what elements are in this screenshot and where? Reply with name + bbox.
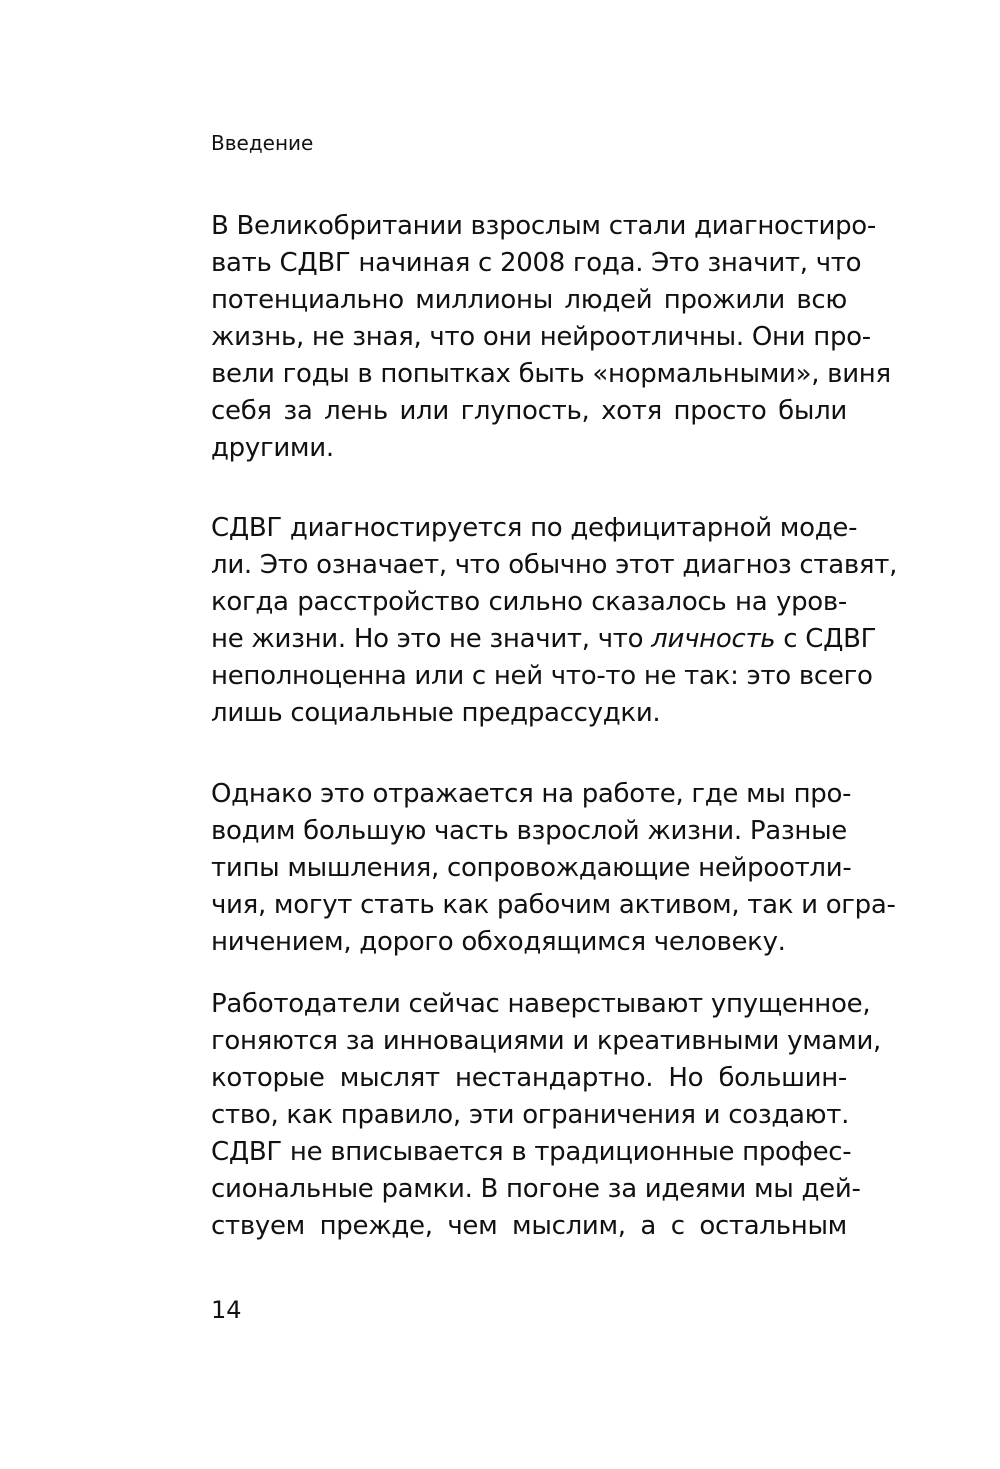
text-line: СДВГ диагностируется по дефицитарной моде-	[211, 513, 858, 543]
paragraph-3	[211, 776, 896, 961]
text-line: Работодатели сейчас наверстывают упущенное,	[211, 989, 871, 1019]
text-line: неполноценна или с ней что-то не так: это всего	[211, 661, 873, 691]
text-line: себя за лень или глупость, хотя просто были	[211, 396, 847, 426]
text-line: когда расстройство сильно сказалось на уров-	[211, 587, 847, 617]
text-line: водим большую часть взрослой жизни. Разные	[211, 816, 847, 846]
text-line: жизнь, не зная, что они нейроотличны. Они про-	[211, 322, 871, 352]
text-line: ничением, дорого обходящимся человеку.	[211, 927, 786, 957]
text-line: ли. Это означает, что обычно этот диагноз ставят,	[211, 550, 898, 580]
text-line: которые мыслят нестандартно. Но большин-	[211, 1063, 847, 1093]
paragraph-1	[211, 208, 891, 467]
text-line: СДВГ не вписывается в традиционные профес-	[211, 1137, 852, 1167]
text-line: чия, могут стать как рабочим активом, так и огра-	[211, 890, 896, 920]
paragraph-4	[211, 986, 882, 1245]
text-line: ство, как правило, эти ограничения и создают.	[211, 1100, 850, 1130]
emphasized-word: личность	[651, 624, 776, 654]
text-line: В Великобритании взрослым стали диагностиро-	[211, 211, 876, 241]
running-header: Введение	[211, 131, 314, 155]
text-line: потенциально миллионы людей прожили всю	[211, 285, 847, 315]
text-line: лишь социальные предрассудки.	[211, 698, 661, 728]
text-line-with-emphasis	[211, 621, 877, 658]
text-line: типы мышления, сопровождающие нейроотли-	[211, 853, 852, 883]
text-line: сиональные рамки. В погоне за идеями мы дей-	[211, 1174, 861, 1204]
text-line: вать СДВГ начиная с 2008 года. Это значит, что	[211, 248, 862, 278]
text-line: вели годы в попытках быть «нормальными», виня	[211, 359, 891, 389]
page-number: 14	[211, 1296, 242, 1324]
text-line: гоняются за инновациями и креативными умами,	[211, 1026, 882, 1056]
text-line: другими.	[211, 433, 334, 463]
paragraph-2	[211, 510, 898, 732]
text-line: ствуем прежде, чем мыслим, а с остальным	[211, 1211, 847, 1241]
text-segment: с СДВГ	[775, 624, 877, 654]
text-line: Однако это отражается на работе, где мы про-	[211, 779, 852, 809]
text-segment: не жизни. Но это не значит, что	[211, 624, 652, 654]
